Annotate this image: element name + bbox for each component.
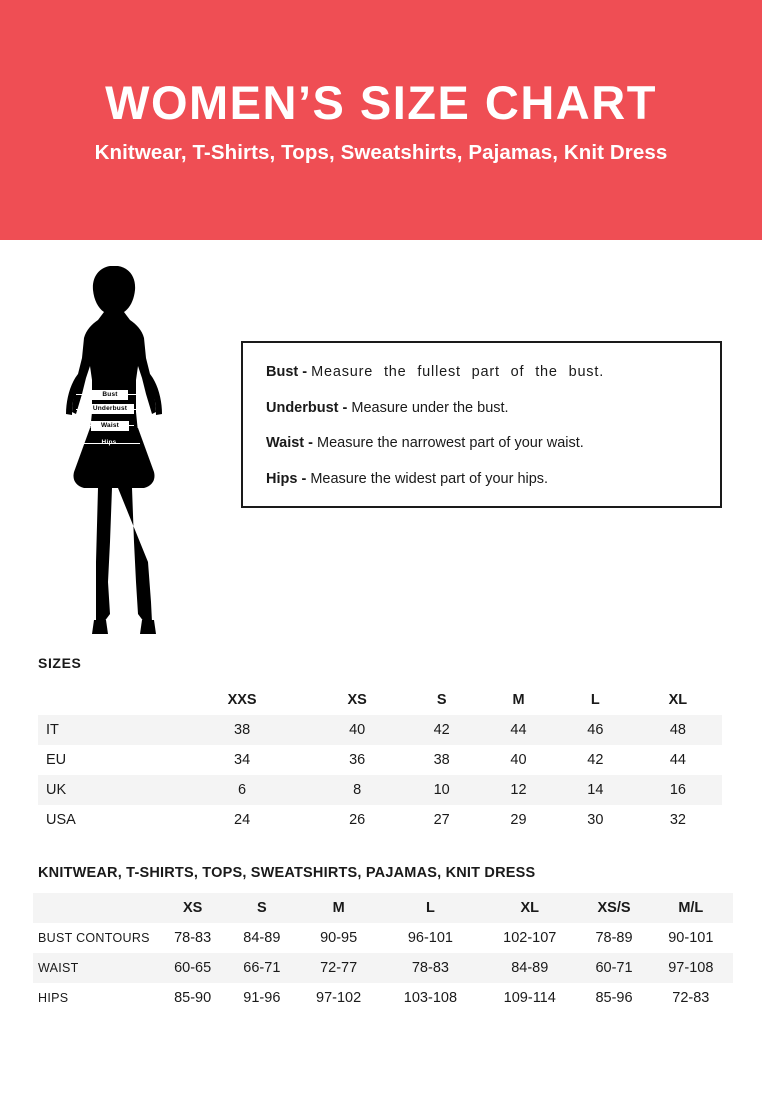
sizes-col-l: L — [590, 692, 600, 708]
meas-cell: 97-108 — [668, 960, 714, 976]
sizes-cell: 30 — [587, 812, 604, 828]
silhouette-icon — [38, 262, 218, 642]
legend-definition-waist: Measure the narrowest part of your waist. — [317, 435, 584, 451]
meas-col-m-l: M/L — [678, 900, 704, 916]
sizes-cell: 40 — [510, 752, 527, 768]
hips-measure-label: Hips — [101, 439, 117, 446]
meas-col-l: L — [425, 900, 435, 916]
sizes-cell: 10 — [433, 782, 450, 798]
bust-measure-label: Bust — [92, 390, 128, 400]
meas-col-s: S — [257, 900, 267, 916]
meas-cell: 78-83 — [174, 930, 212, 946]
legend-term-bust: Bust - — [266, 364, 308, 380]
sizes-col-xl: XL — [668, 692, 688, 708]
sizes-cell: 12 — [510, 782, 527, 798]
meas-row-label-waist: WAIST — [38, 961, 79, 975]
meas-cell: 85-90 — [174, 990, 212, 1006]
sizes-table — [38, 685, 722, 835]
underbust-measure-label: Underbust — [86, 404, 134, 414]
meas-cell: 90-95 — [320, 930, 358, 946]
meas-cell: 72-83 — [672, 990, 710, 1006]
sizes-cell: 40 — [349, 722, 366, 738]
meas-cell: 72-77 — [320, 960, 358, 976]
meas-cell: 103-108 — [403, 990, 458, 1006]
legend-item-waist — [266, 436, 698, 451]
sizes-row-label-eu: EU — [46, 752, 67, 768]
meas-cell: 66-71 — [243, 960, 281, 976]
sizes-col-m: M — [512, 692, 525, 708]
page-subtitle: Knitwear, T-Shirts, Tops, Sweatshirts, Pajamas, Knit Dress — [94, 141, 668, 165]
page-title: WOMEN’S SIZE CHART — [105, 76, 657, 129]
meas-cell: 96-101 — [407, 930, 453, 946]
measurements-section — [0, 865, 762, 1013]
sizes-cell: 16 — [669, 782, 686, 798]
illustration-and-legend — [0, 240, 762, 640]
sizes-title: SIZES — [38, 655, 82, 671]
sizes-cell: 38 — [234, 722, 251, 738]
table-row — [38, 745, 722, 775]
legend-term-waist: Waist - — [266, 435, 313, 451]
legend-definition-underbust: Measure under the bust. — [351, 399, 509, 416]
meas-col-0 — [33, 893, 158, 923]
sizes-cell: 8 — [353, 782, 362, 798]
table-header-row — [38, 685, 722, 715]
sizes-cell: 44 — [669, 752, 686, 768]
meas-col-xl: XL — [520, 900, 539, 916]
meas-row-label-hips: HIPS — [38, 991, 69, 1005]
female-silhouette-illustration — [38, 262, 218, 642]
legend-definition-hips: Measure the widest part of your hips. — [310, 470, 549, 487]
sizes-col-xs: XS — [347, 692, 367, 708]
measurement-definitions-box — [241, 341, 722, 508]
table-row — [38, 805, 722, 835]
sizes-row-label-uk: UK — [46, 782, 67, 798]
sizes-section — [0, 655, 762, 835]
legend-item-hips — [266, 472, 698, 487]
table-row — [38, 775, 722, 805]
meas-cell: 91-96 — [243, 990, 281, 1006]
sizes-cell: 27 — [433, 812, 450, 828]
measurements-title: KNITWEAR, T-SHIRTS, TOPS, SWEATSHIRTS, PAJAMAS, KNIT DRESS — [38, 865, 536, 881]
legend-definition-bust: Measure the fullest part of the bust. — [311, 364, 605, 380]
sizes-col-0 — [38, 685, 173, 715]
sizes-row-label-usa: USA — [46, 812, 76, 828]
meas-cell: 97-102 — [316, 990, 362, 1006]
sizes-cell: 46 — [587, 722, 604, 738]
sizes-cell: 38 — [433, 752, 450, 768]
sizes-cell: 29 — [510, 812, 527, 828]
legend-item-underbust — [266, 401, 698, 416]
sizes-cell: 32 — [669, 812, 686, 828]
table-header-row — [33, 893, 733, 923]
meas-cell: 85-96 — [595, 990, 633, 1006]
sizes-row-label-it: IT — [46, 722, 59, 738]
measurements-table — [33, 893, 733, 1013]
sizes-cell: 34 — [234, 752, 251, 768]
meas-cell: 84-89 — [511, 960, 549, 976]
meas-cell: 60-71 — [595, 960, 633, 976]
meas-cell: 78-89 — [595, 930, 633, 946]
meas-col-xs-s: XS/S — [597, 900, 631, 916]
sizes-cell: 26 — [349, 812, 366, 828]
sizes-cell: 42 — [587, 752, 604, 768]
meas-cell: 102-107 — [503, 930, 557, 946]
meas-cell: 90-101 — [668, 930, 714, 946]
sizes-cell: 14 — [587, 782, 604, 798]
meas-cell: 60-65 — [174, 960, 212, 976]
meas-row-label-bust: BUST CONTOURS — [38, 931, 150, 945]
sizes-cell: 24 — [234, 812, 251, 828]
table-row — [38, 715, 722, 745]
sizes-col-xxs: XXS — [227, 692, 257, 708]
page-header — [0, 0, 762, 240]
legend-term-underbust: Underbust - — [266, 399, 348, 416]
meas-cell: 78-83 — [411, 960, 449, 976]
legend-term-hips: Hips - — [266, 470, 307, 487]
waist-measure-label: Waist — [91, 421, 129, 431]
meas-cell: 109-114 — [503, 990, 556, 1006]
sizes-cell: 36 — [349, 752, 366, 768]
sizes-cell: 48 — [669, 722, 686, 738]
sizes-cell: 44 — [510, 722, 527, 738]
sizes-cell: 6 — [238, 782, 247, 798]
meas-col-m: M — [332, 900, 345, 916]
table-row — [33, 923, 733, 953]
table-row — [33, 983, 733, 1013]
sizes-cell: 42 — [433, 722, 450, 738]
meas-col-xs: XS — [182, 900, 203, 916]
legend-item-bust — [266, 365, 698, 380]
sizes-col-s: S — [436, 692, 447, 708]
meas-cell: 84-89 — [243, 930, 281, 946]
table-row — [33, 953, 733, 983]
